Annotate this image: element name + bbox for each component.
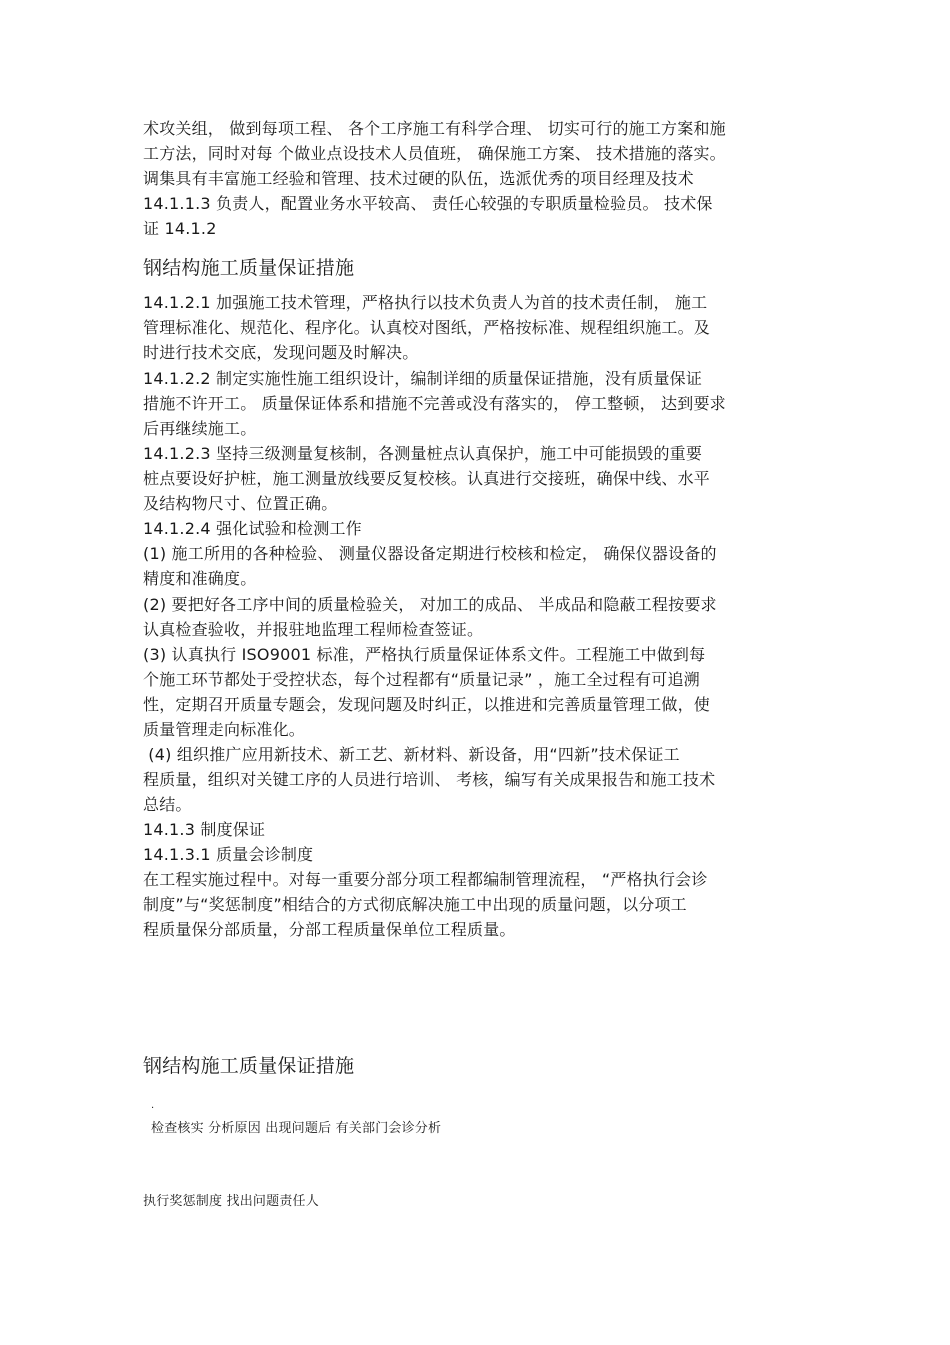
body-line: 措施不许开工。 质量保证体系和措施不完善或没有落实的， 停工整顿， 达到要求 — [143, 394, 726, 413]
body-line: (3) 认真执行 ISO9001 标准，严格执行质量保证体系文件。工程施工中做到每 — [143, 645, 706, 664]
body-line: 个施工环节都处于受控状态，每个过程都有“质量记录” ，施工全过程有可追溯 — [143, 670, 700, 689]
body-line: 时进行技术交底，发现问题及时解决。 — [143, 343, 419, 362]
body-line: (4) 组织推广应用新技术、新工艺、新材料、新设备，用“四新”技术保证工 — [143, 745, 680, 764]
body-line: 程质量，组织对关键工序的人员进行培训、 考核，编写有关成果报告和施工技术 — [143, 770, 716, 789]
body-line: 工方法，同时对每 个做业点设技术人员值班， 确保施工方案、 技术措施的落实。 — [143, 144, 726, 163]
flowchart-row: 检查核实 分析原因 出现问题后 有关部门会诊分析 — [151, 1121, 442, 1136]
body-line: 14.1.2.2 制定实施性施工组织设计，编制详细的质量保证措施，没有质量保证 — [143, 369, 703, 388]
body-line: 质量管理走向标准化。 — [143, 720, 306, 739]
body-line: 调集具有丰富施工经验和管理、技术过硬的队伍，选派优秀的项目经理及技术 — [143, 169, 694, 188]
body-line: 总结。 — [143, 795, 192, 814]
body-line: 证 14.1.2 — [143, 219, 217, 238]
body-line: 程质量保分部质量，分部工程质量保单位工程质量。 — [143, 920, 516, 939]
flowchart-row: 执行奖惩制度 找出问题责任人 — [143, 1194, 319, 1209]
body-line: 14.1.3.1 质量会诊制度 — [143, 845, 314, 864]
body-line: (1) 施工所用的各种检验、 测量仪器设备定期进行校核和检定， 确保仪器设备的 — [143, 544, 717, 563]
body-line: 制度”与“奖惩制度”相结合的方式彻底解决施工中出现的质量问题，以分项工 — [143, 895, 687, 914]
body-line: 14.1.2.1 加强施工技术管理，严格执行以技术负责人为首的技术责任制， 施工 — [143, 293, 708, 312]
flowchart-heading: 钢结构施工质量保证措施 — [143, 1055, 355, 1077]
body-line: 14.1.3 制度保证 — [143, 820, 266, 839]
body-line: 管理标准化、规范化、程序化。认真校对图纸，严格按标准、规程组织施工。及 — [143, 318, 711, 337]
body-line: 及结构物尺寸、位置正确。 — [143, 494, 338, 513]
body-line: 后再继续施工。 — [143, 419, 257, 438]
section-heading: 钢结构施工质量保证措施 — [143, 257, 355, 279]
body-line: 在工程实施过程中。对每一重要分部分项工程都编制管理流程， “严格执行会诊 — [143, 870, 708, 889]
body-line: 14.1.2.4 强化试验和检测工作 — [143, 519, 362, 538]
body-line: 桩点要设好护桩，施工测量放线要反复校核。认真进行交接班，确保中线、水平 — [143, 469, 711, 488]
body-line: 认真检查验收，并报驻地监理工程师检查签证。 — [143, 620, 484, 639]
body-line: 14.1.1.3 负责人，配置业务水平较高、 责任心较强的专职质量检验员。 技术保 — [143, 194, 713, 213]
dot-mark: . — [151, 1100, 155, 1111]
body-line: 精度和准确度。 — [143, 569, 257, 588]
body-line: 术攻关组， 做到每项工程、 各个工序施工有科学合理、 切实可行的施工方案和施 — [143, 119, 726, 138]
body-line: (2) 要把好各工序中间的质量检验关， 对加工的成品、 半成品和隐蔽工程按要求 — [143, 595, 717, 614]
body-line: 性，定期召开质量专题会，发现问题及时纠正，以推进和完善质量管理工做，使 — [143, 695, 711, 714]
body-line: 14.1.2.3 坚持三级测量复核制，各测量桩点认真保护，施工中可能损毁的重要 — [143, 444, 703, 463]
